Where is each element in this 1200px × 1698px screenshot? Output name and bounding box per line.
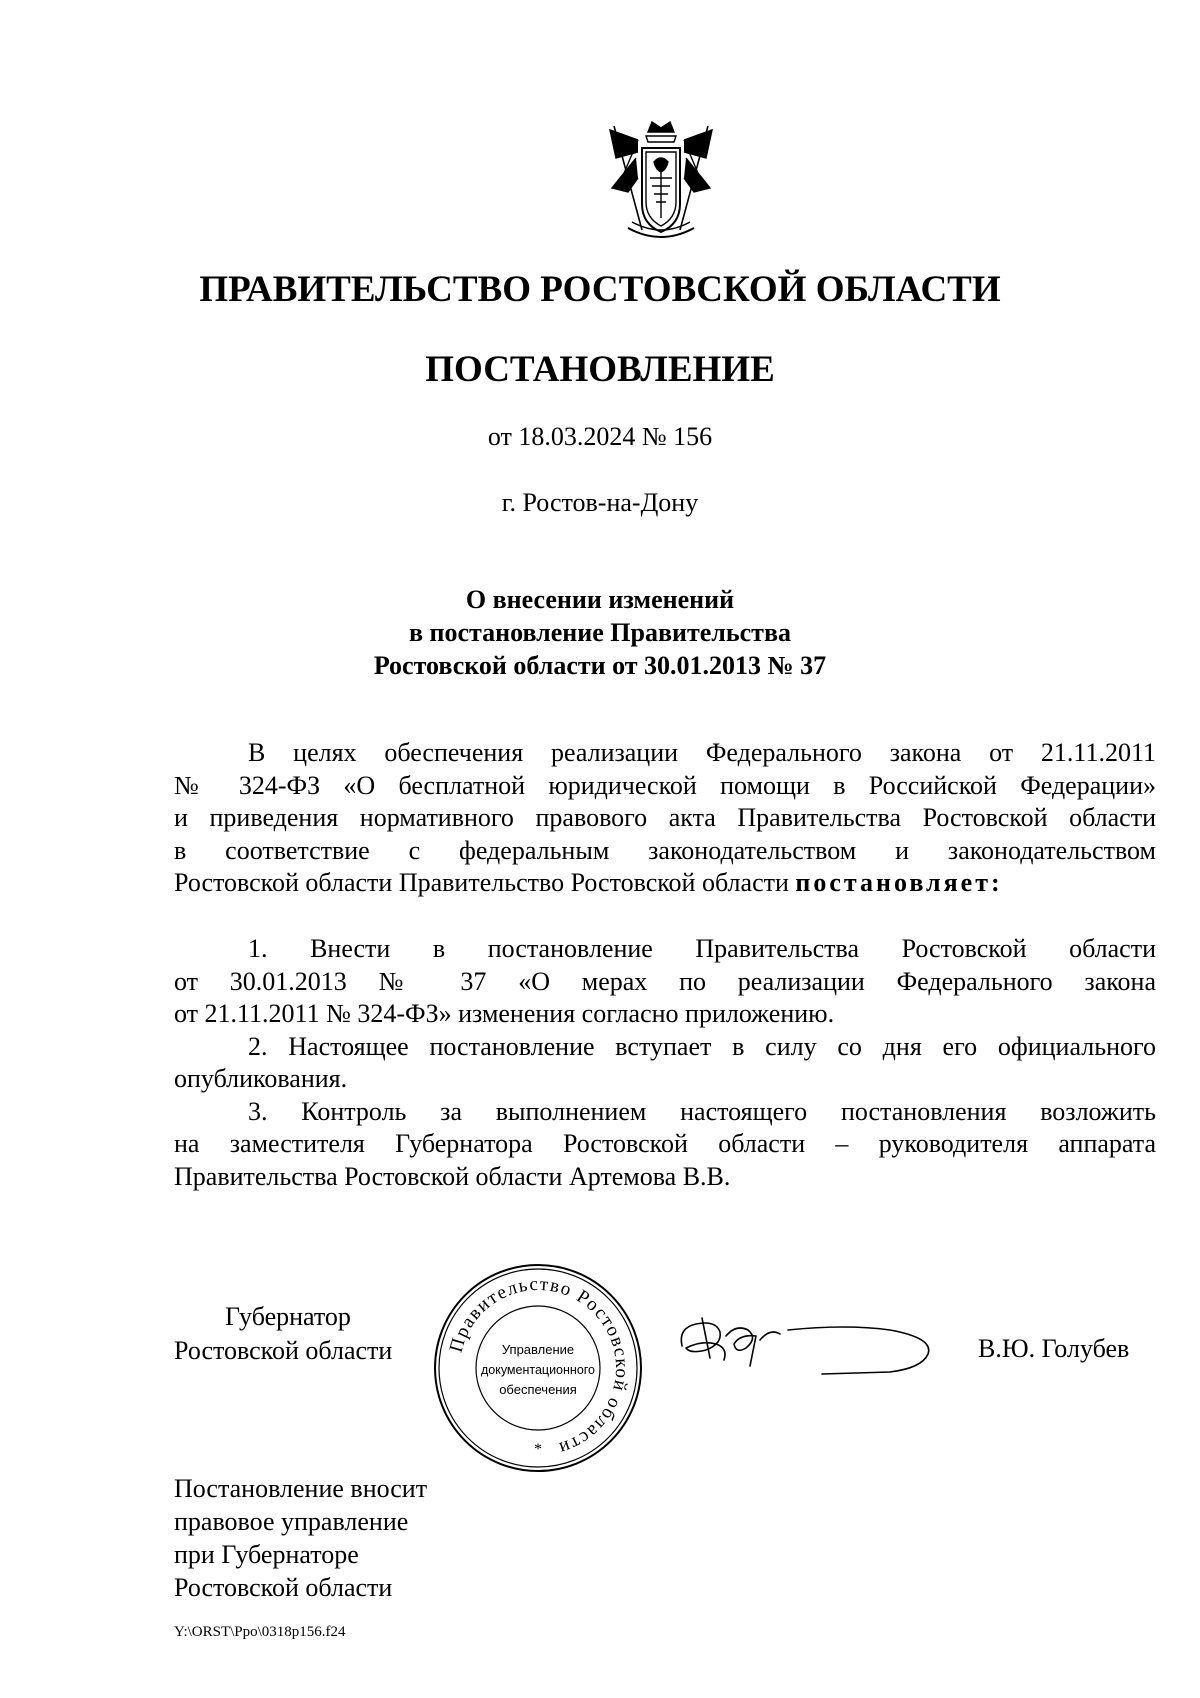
- stamp-inner-line: обеспечения: [499, 1382, 577, 1397]
- note-line: Ростовской области: [174, 1573, 393, 1602]
- subject-line: Ростовской области от 30.01.2013 № 37: [373, 651, 827, 680]
- item-line: от 30.01.2013 № 37 «О мерах по реализации Федерального закона: [174, 966, 1156, 996]
- decree-items: [174, 933, 1156, 1193]
- paragraph-line: и приведения нормативного правового акта Правительства Ростовской области: [174, 803, 1156, 832]
- item-line: 1. Внести в постановление Правительства Ростовской области: [248, 934, 1156, 963]
- submitted-by-note: [174, 1472, 427, 1604]
- government-title: ПРАВИТЕЛЬСТВО РОСТОВСКОЙ ОБЛАСТИ: [199, 269, 1001, 310]
- paragraph-line-text: Ростовской области Правительство Ростовской области: [174, 868, 796, 897]
- paragraph-line: В целях обеспечения реализации Федерального закона от 21.11.2011: [248, 738, 1156, 767]
- item-line: Правительства Ростовской области Артемова В.В.: [174, 1161, 731, 1191]
- subject-line: в постановление Правительства: [408, 618, 791, 647]
- preamble-paragraph: [174, 737, 1156, 900]
- paragraph-line: № 324-ФЗ «О бесплатной юридической помощи в Российской Федерации»: [174, 770, 1156, 800]
- subject-line: О внесении изменений: [465, 585, 735, 614]
- stamp-inner-line: Управление: [501, 1342, 575, 1357]
- document-type: ПОСТАНОВЛЕНИЕ: [425, 349, 775, 390]
- handwritten-signature: [676, 1310, 942, 1380]
- note-line: правовое управление: [174, 1507, 409, 1536]
- stamp-inner-line: документационного: [480, 1363, 596, 1377]
- coat-of-arms-icon: [602, 118, 720, 244]
- note-line: Постановление вносит: [174, 1474, 428, 1503]
- document-subject: [0, 583, 1200, 682]
- document-date-number: от 18.03.2024 № 156: [487, 422, 713, 451]
- position-line: Ростовской области: [174, 1336, 393, 1365]
- position-line: Губернатор: [225, 1302, 351, 1331]
- stamp-star: *: [534, 1441, 542, 1458]
- note-line: при Губернаторе: [174, 1540, 359, 1569]
- stamp-outer-path: Правительство Ростовской области: [445, 1273, 633, 1460]
- item-line: на заместителя Губернатора Ростовской области – руководителя аппарата: [174, 1129, 1156, 1158]
- official-stamp: [432, 1262, 644, 1474]
- paragraph-line: в соответствие с федеральным законодательством и законодательством: [174, 835, 1156, 865]
- item-line: 2. Настоящее постановление вступает в силу со дня его официального: [248, 1031, 1156, 1061]
- item-line: от 21.11.2011 № 324-ФЗ» изменения согласно приложению.: [174, 999, 835, 1028]
- signatory-name: В.Ю. Голубев: [978, 1334, 1130, 1363]
- item-line: 3. Контроль за выполнением настоящего постановления возложить: [248, 1096, 1156, 1126]
- paragraph-line: [174, 867, 1156, 900]
- file-path: Y:\ORST\Ppo\0318p156.f24: [174, 1624, 346, 1640]
- signatory-position: [174, 1300, 392, 1368]
- decree-word: постановляет:: [795, 868, 1003, 897]
- document-city: г. Ростов-на-Дону: [501, 488, 699, 517]
- item-line: опубликования.: [174, 1064, 348, 1093]
